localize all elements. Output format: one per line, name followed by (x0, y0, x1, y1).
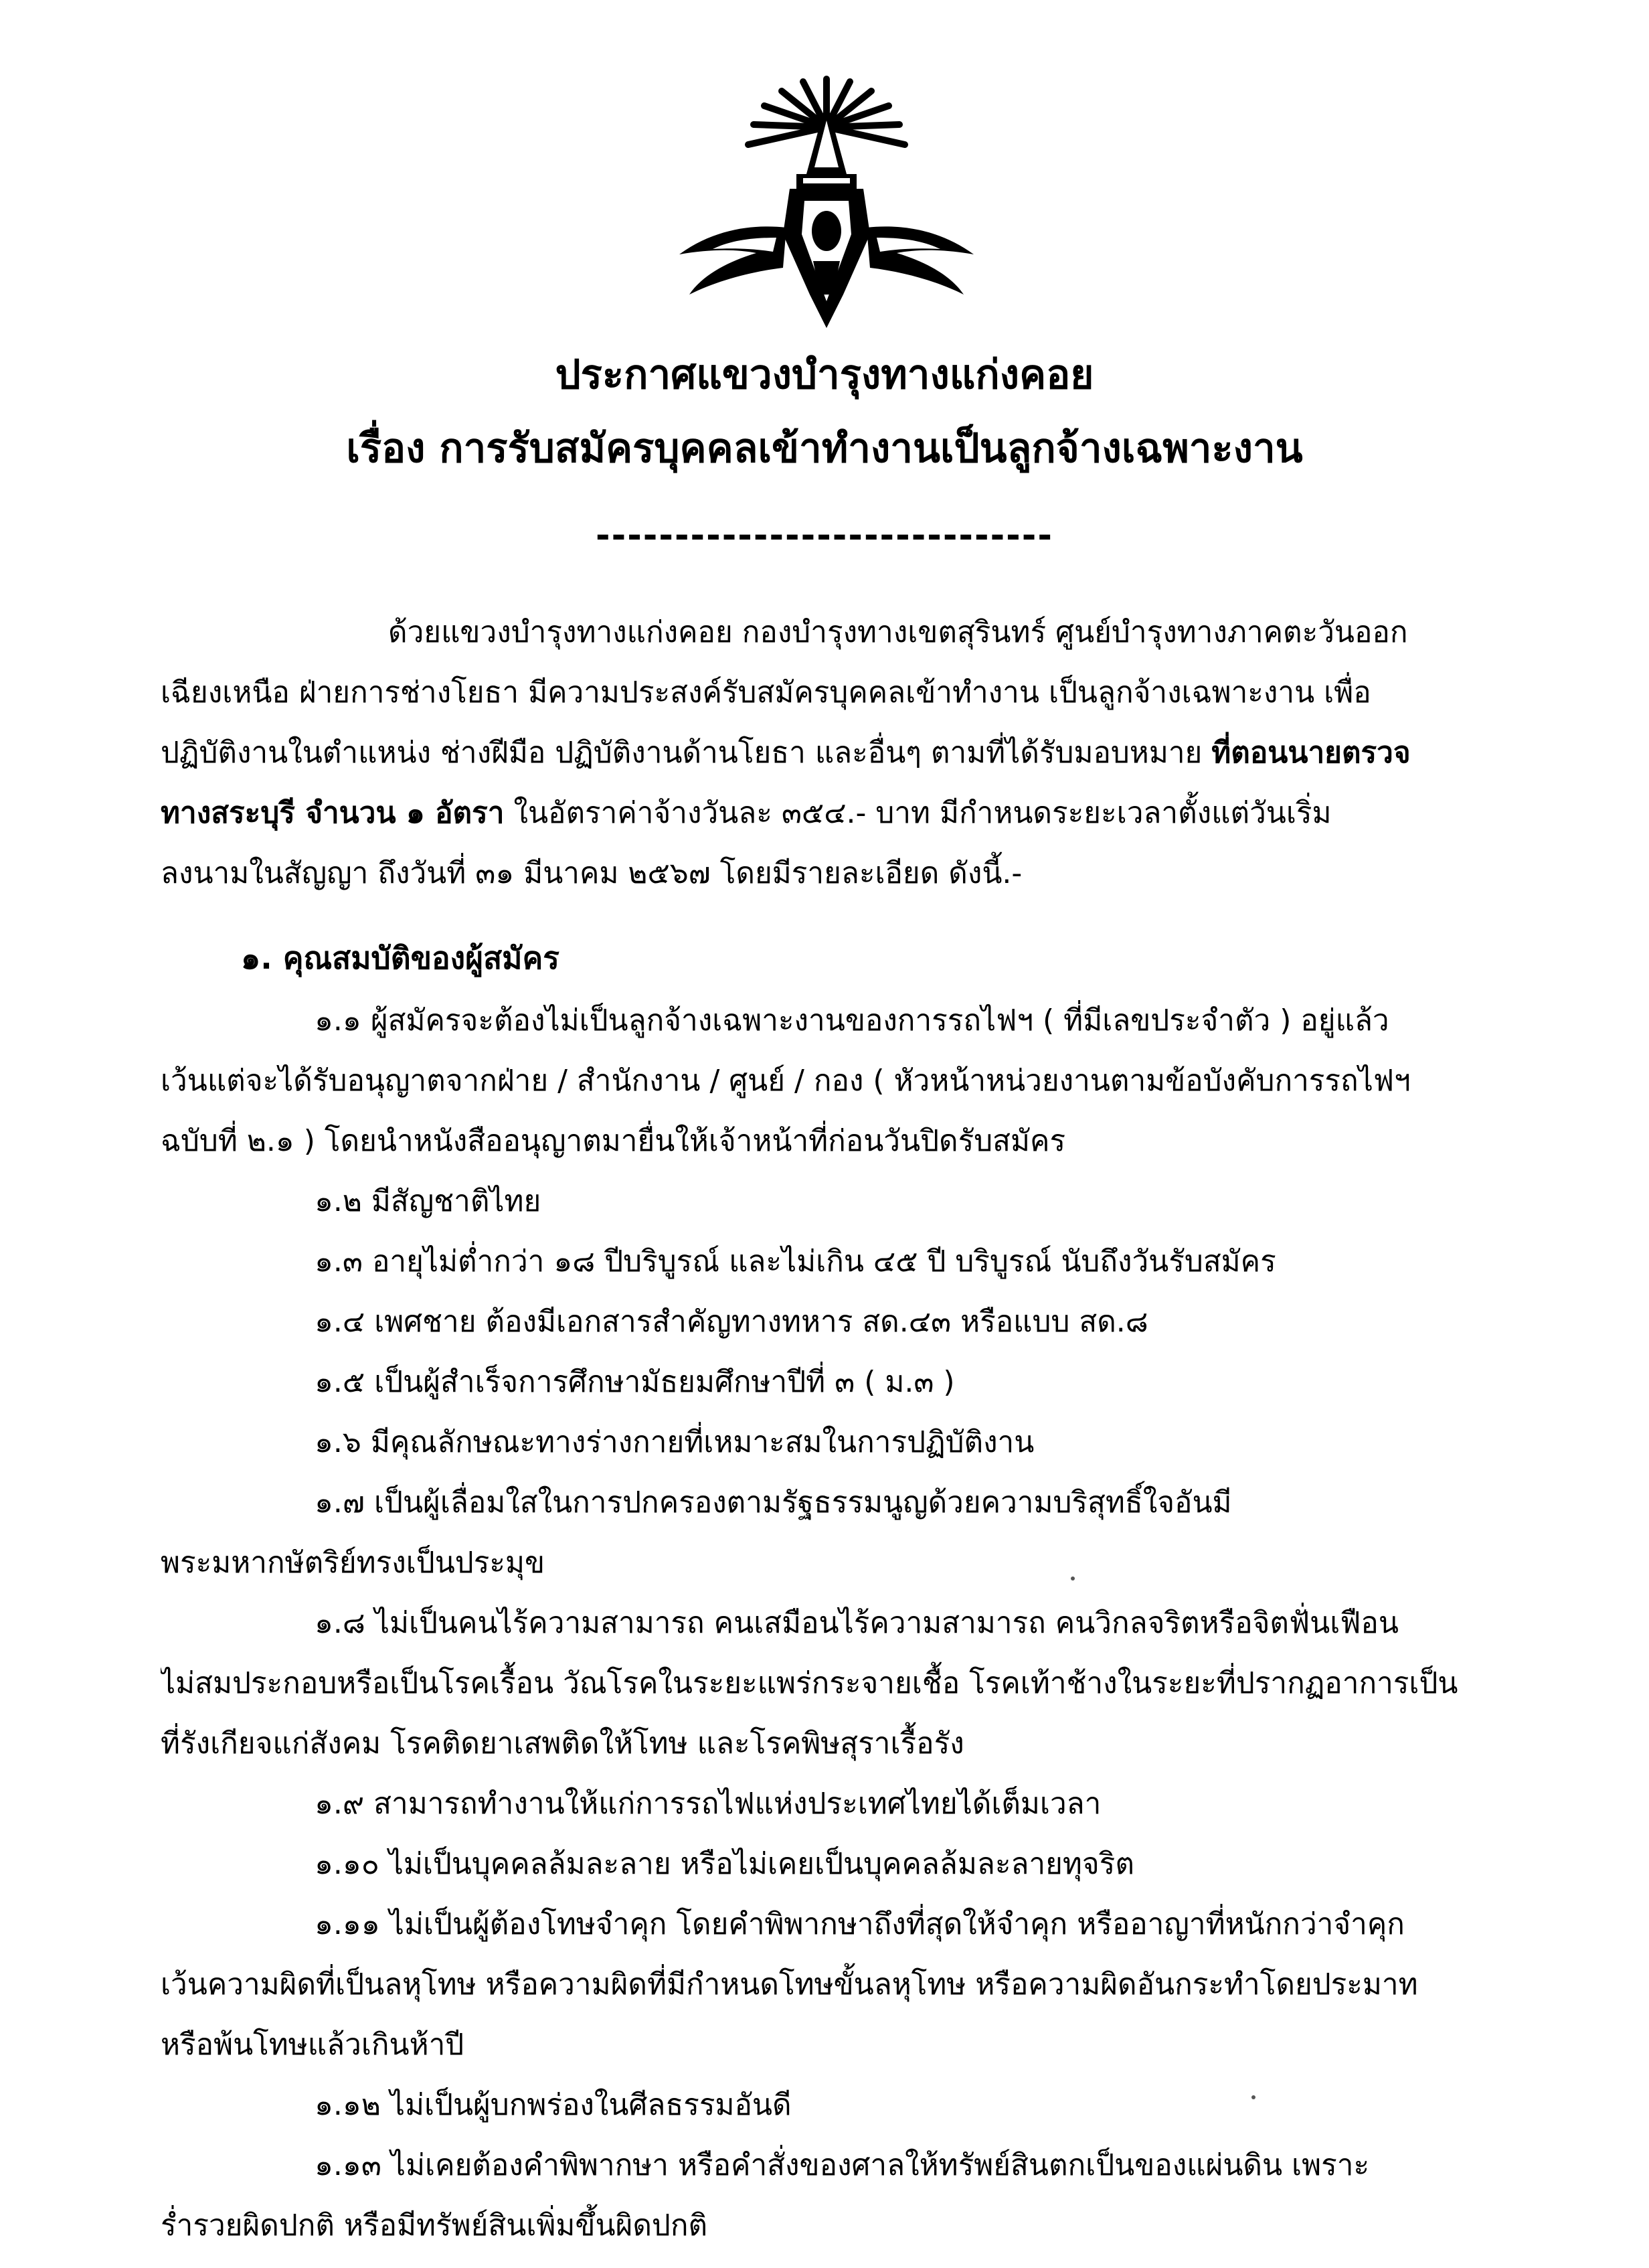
item-1-2: ๑.๒ มีสัญชาติไทย (315, 1184, 541, 1218)
item-1-1-line-1: ๑.๑ ผู้สมัครจะต้องไม่เป็นลูกจ้างเฉพาะงานของการรถไฟฯ ( ที่มีเลขประจำตัว ) อยู่แล้ว (315, 1003, 1389, 1038)
intro-line-2: เฉียงเหนือ ฝ่ายการช่างโยธา มีความประสงค์รับสมัครบุคคลเข้าทำงาน เป็นลูกจ้างเฉพาะงาน เพื่อ (161, 675, 1371, 710)
item-1-8-line-2: ไม่สมประกอบหรือเป็นโรคเรื้อน วัณโรคในระยะแพร่กระจายเชื้อ โรคเท้าช้างในระยะที่ปรากฏอาการเป็น (161, 1666, 1458, 1700)
intro-wage: ในอัตราค่าจ้างวันละ ๓๕๔.- บาท มีกำหนดระยะเวลาตั้งแต่วันเริ่ม (504, 796, 1332, 830)
item-1-3: ๑.๓ อายุไม่ต่ำกว่า ๑๘ ปีบริบูรณ์ และไม่เกิน ๔๕ ปี บริบูรณ์ นับถึงวันรับสมัคร (315, 1244, 1276, 1279)
item-1-11-line-2: เว้นความผิดที่เป็นลหุโทษ หรือความผิดที่มีกำหนดโทษขั้นลหุโทษ หรือความผิดอันกระทำโดยประมาท (161, 1967, 1418, 2002)
announcement-title: ประกาศแขวงบำรุงทางแก่งคอย (555, 351, 1094, 398)
item-1-11-line-3: หรือพ้นโทษแล้วเกินห้าปี (161, 2028, 464, 2062)
intro-location-count: ทางสระบุรี จำนวน ๑ อัตรา (161, 796, 505, 830)
intro-line-5: ลงนามในสัญญา ถึงวันที่ ๓๑ มีนาคม ๒๕๖๗ โดยมีรายละเอียด ดังนี้.- (161, 856, 1023, 890)
item-1-1-line-3: ฉบับที่ ๒.๑ ) โดยนำหนังสืออนุญาตมายื่นให้เจ้าหน้าที่ก่อนวันปิดรับสมัคร (161, 1124, 1066, 1158)
section-1-heading: ๑. คุณสมบัติของผู้สมัคร (241, 940, 559, 976)
announcement-subject: เรื่อง การรับสมัครบุคคลเข้าทำงานเป็นลูกจ้างเฉพาะงาน (346, 425, 1303, 472)
item-1-13-line-1: ๑.๑๓ ไม่เคยต้องคำพิพากษา หรือคำสั่งของศาลให้ทรัพย์สินตกเป็นของแผ่นดิน เพราะ (315, 2148, 1370, 2182)
item-1-13-line-2: ร่ำรวยผิดปกติ หรือมีทรัพย์สินเพิ่มขึ้นผิดปกติ (161, 2208, 708, 2243)
emblem-icon (676, 74, 977, 335)
intro-line-3-text: ปฏิบัติงานในตำแหน่ง ช่างฝีมือ ปฏิบัติงานด้านโยธา และอื่นๆ ตามที่ได้รับมอบหมาย (161, 736, 1212, 770)
scan-speck (1251, 2095, 1255, 2099)
item-1-6: ๑.๖ มีคุณลักษณะทางร่างกายที่เหมาะสมในการปฏิบัติงาน (315, 1425, 1035, 1459)
item-1-1-line-2: เว้นแต่จะได้รับอนุญาตจากฝ่าย / สำนักงาน / ศูนย์ / กอง ( หัวหน้าหน่วยงานตามข้อบังคับการรถไฟฯ (161, 1064, 1411, 1098)
scan-speck (1071, 1576, 1075, 1581)
item-1-12: ๑.๑๒ ไม่เป็นผู้บกพร่องในศีลธรรมอันดี (315, 2088, 792, 2122)
intro-line-1: ด้วยแขวงบำรุงทางแก่งคอย กองบำรุงทางเขตสุรินทร์ ศูนย์บำรุงทางภาคตะวันออก (388, 615, 1408, 649)
intro-paragraph (161, 602, 1486, 904)
item-1-8-line-3: ที่รังเกียจแก่สังคม โรคติดยาเสพติดให้โทษ และโรคพิษสุราเรื้อรัง (161, 1726, 964, 1761)
item-1-11-line-1: ๑.๑๑ ไม่เป็นผู้ต้องโทษจำคุก โดยคำพิพากษาถึงที่สุดให้จำคุก หรืออาญาที่หนักกว่าจำคุก (315, 1907, 1405, 1941)
item-1-7-line-1: ๑.๗ เป็นผู้เลื่อมใสในการปกครองตามรัฐธรรมนูญด้วยความบริสุทธิ์ใจอันมี (315, 1485, 1232, 1520)
section-1-list (161, 991, 1486, 2256)
intro-location: ที่ตอนนายตรวจ (1211, 736, 1411, 770)
item-1-9: ๑.๙ สามารถทำงานให้แก่การรถไฟแห่งประเทศไทยได้เต็มเวลา (315, 1787, 1102, 1821)
item-1-5: ๑.๕ เป็นผู้สำเร็จการศึกษามัธยมศึกษาปีที่ ๓ ( ม.๓ ) (315, 1365, 955, 1399)
item-1-7-line-2: พระมหากษัตริย์ทรงเป็นประมุข (161, 1546, 545, 1580)
item-1-10: ๑.๑๐ ไม่เป็นบุคคลล้มละลาย หรือไม่เคยเป็นบุคคลล้มละลายทุจริต (315, 1847, 1134, 1881)
item-1-8-line-1: ๑.๘ ไม่เป็นคนไร้ความสามารถ คนเสมือนไร้ความสามารถ คนวิกลจริตหรือจิตฟั่นเฟือน (315, 1606, 1399, 1640)
title-divider: ----------------------------- (596, 515, 1053, 556)
item-1-4: ๑.๔ เพศชาย ต้องมีเอกสารสำคัญทางทหาร สด.๔๓ หรือแบบ สด.๘ (315, 1305, 1148, 1339)
intro-line-4 (161, 783, 1486, 843)
intro-line-3 (161, 723, 1486, 783)
